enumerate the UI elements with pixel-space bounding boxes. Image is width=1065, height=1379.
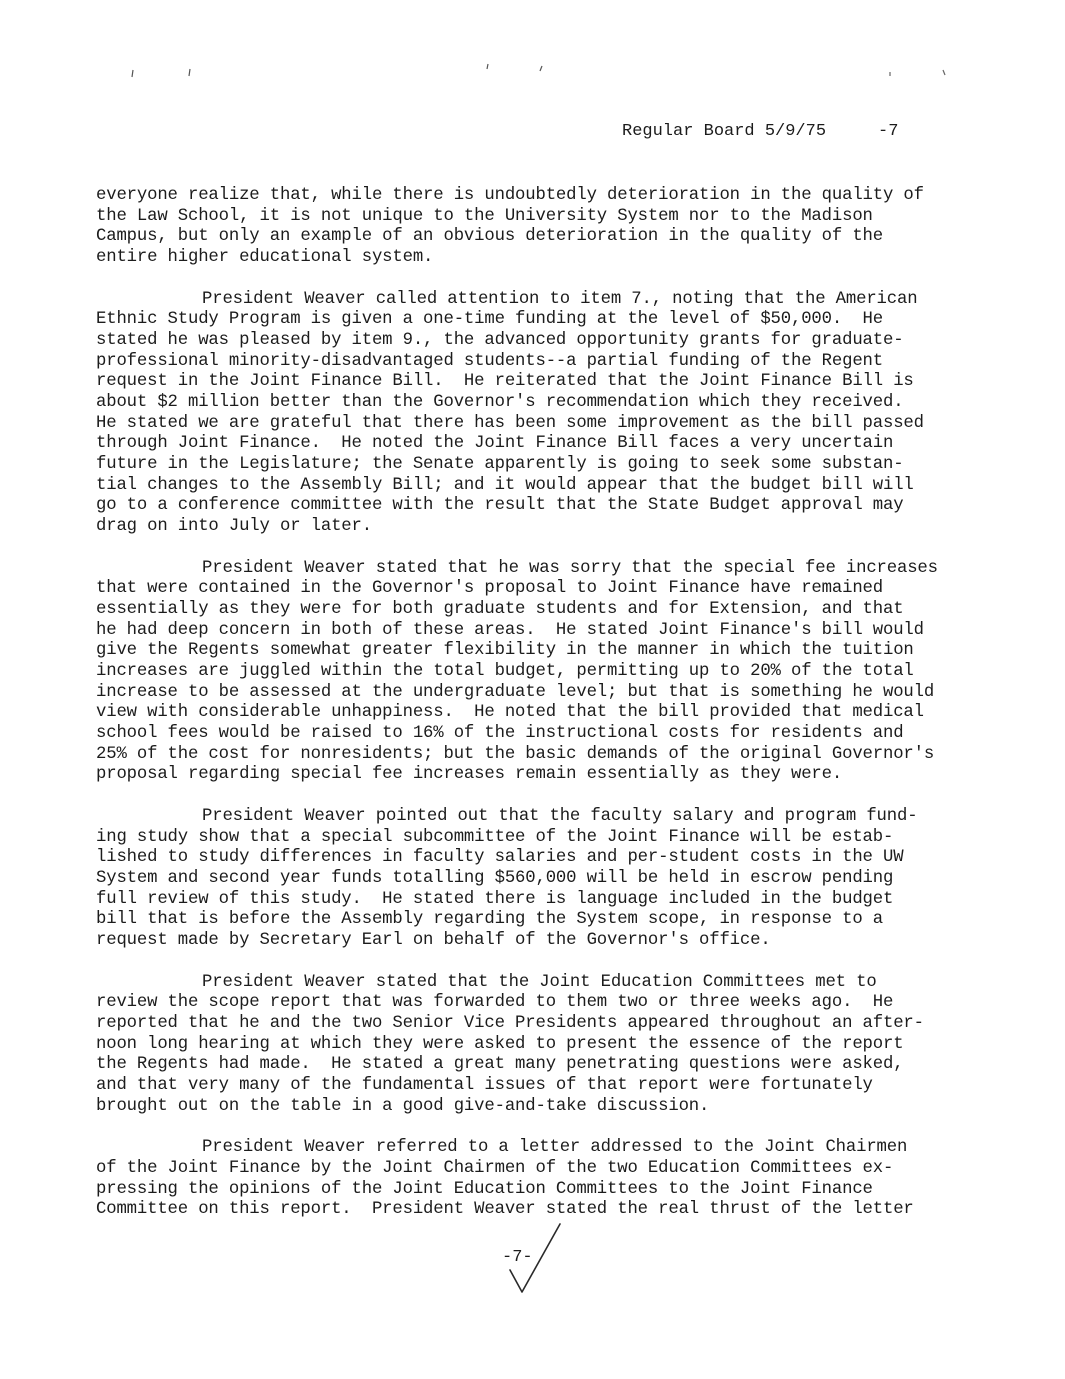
text-line: go to a conference committee with the result that the State Budget approval may (96, 496, 904, 516)
text-line: give the Regents somewhat greater flexibility in the manner in which the tuition (96, 641, 914, 661)
text-line: the Law School, it is not unique to the University System nor to the Madison (96, 206, 873, 226)
text-line: full review of this study. He stated there is language included in the budget (96, 889, 894, 909)
text-line: brought out on the table in a good give-and-take discussion. (96, 1096, 710, 1116)
text-line: tial changes to the Assembly Bill; and it would appear that the budget bill will (96, 475, 914, 495)
text-line: view with considerable unhappiness. He noted that the bill provided that medical (96, 703, 924, 723)
text-line: 25% of the cost for nonresidents; but the basic demands of the original Governor's (96, 744, 935, 764)
text-line: through Joint Finance. He noted the Joint Finance Bill faces a very uncertain (96, 434, 894, 454)
text-line: everyone realize that, while there is undoubtedly deterioration in the quality of (96, 186, 924, 205)
speck (540, 66, 542, 71)
text-line: He stated we are grateful that there has been some improvement as the bill passed (96, 413, 924, 433)
text-line: request in the Joint Finance Bill. He reiterated that the Joint Finance Bill is (96, 372, 914, 392)
text-line: increase to be assessed at the undergraduate level; but that is something he would (96, 682, 935, 702)
paragraph (96, 559, 966, 787)
text-line: President Weaver stated that he was sorry that the special fee increases (202, 558, 938, 578)
header-page-ref: -7 (878, 122, 899, 141)
text-line: President Weaver stated that the Joint Education Committees met to (202, 972, 877, 992)
text-line: proposal regarding special fee increases remain essentially as they were. (96, 765, 843, 785)
text-line: President Weaver pointed out that the faculty salary and program fund- (202, 806, 918, 826)
text-line: that were contained in the Governor's proposal to Joint Finance have remained (96, 579, 883, 599)
text-line: noon long hearing at which they were asked to present the essence of the report (96, 1034, 904, 1054)
document-body (96, 186, 966, 1242)
text-line: essentially as they were for both graduate students and for Extension, and that (96, 599, 904, 619)
text-line: lished to study differences in faculty salaries and per-student costs in the UW (96, 848, 904, 868)
text-line: Committee on this report. President Weaver stated the real thrust of the letter (96, 1200, 914, 1220)
speck (189, 69, 190, 76)
text-line: professional minority-disadvantaged students--a partial funding of the Regent (96, 351, 883, 371)
footer-page-number: -7- (502, 1248, 533, 1267)
paragraph (96, 1138, 966, 1221)
text-line: he had deep concern in both of these areas. He stated Joint Finance's bill would (96, 620, 924, 640)
text-line: President Weaver referred to a letter addressed to the Joint Chairmen (202, 1138, 908, 1158)
text-line: reported that he and the two Senior Vice Presidents appeared throughout an after- (96, 1013, 924, 1033)
text-line: school fees would be raised to 16% of the instructional costs for residents and (96, 724, 904, 744)
speck (487, 64, 488, 69)
text-line: future in the Legislature; the Senate apparently is going to seek some substan- (96, 455, 904, 475)
text-line: request made by Secretary Earl on behalf of the Governor's office. (96, 931, 771, 951)
header-title: Regular Board 5/9/75 (622, 122, 827, 141)
text-line: drag on into July or later. (96, 517, 372, 537)
paragraph (96, 290, 966, 538)
text-line: increases are juggled within the total budget, permitting up to 20% of the total (96, 662, 914, 682)
page-header (622, 122, 898, 141)
text-line: President Weaver called attention to item 7., noting that the American (202, 289, 918, 309)
paragraph (96, 807, 966, 952)
checkmark-icon (500, 1222, 580, 1302)
scan-specks (0, 0, 1065, 120)
speck (132, 70, 133, 77)
text-line: pressing the opinions of the Joint Education Committees to the Joint Finance (96, 1179, 873, 1199)
text-line: the Regents had made. He stated a great many penetrating questions were asked, (96, 1055, 904, 1075)
paragraph (96, 186, 966, 269)
text-line: bill that is before the Assembly regarding the System scope, in response to a (96, 910, 883, 930)
text-line: System and second year funds totalling $560,000 will be held in escrow pending (96, 869, 894, 889)
text-line: entire higher educational system. (96, 248, 434, 268)
text-line: Ethnic Study Program is given a one-time funding at the level of $50,000. He (96, 310, 883, 330)
text-line: of the Joint Finance by the Joint Chairmen of the two Education Committees ex- (96, 1158, 894, 1178)
paragraph (96, 973, 966, 1118)
text-line: ing study show that a special subcommittee of the Joint Finance will be estab- (96, 827, 894, 847)
text-line: Campus, but only an example of an obvious deterioration in the quality of the (96, 227, 883, 247)
speck (943, 70, 945, 75)
text-line: and that very many of the fundamental issues of that report were fortunately (96, 1076, 873, 1095)
text-line: review the scope report that was forwarded to them two or three weeks ago. He (96, 993, 894, 1013)
text-line: stated he was pleased by item 9., the advanced opportunity grants for graduate- (96, 330, 904, 350)
text-line: about $2 million better than the Governor's recommendation which they received. (96, 392, 904, 412)
